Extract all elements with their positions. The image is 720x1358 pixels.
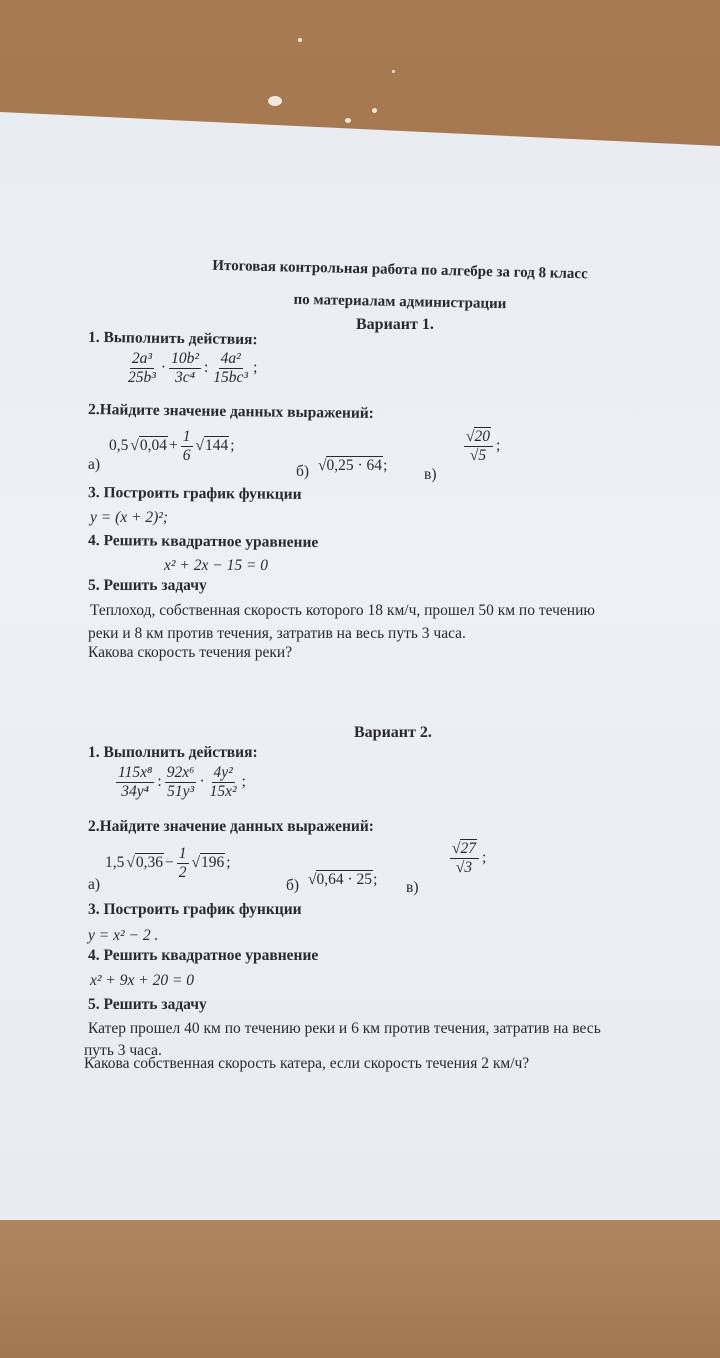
v1-a-sqrt1: 0,04 bbox=[139, 436, 168, 454]
v2-frac2-num: 92x⁶ bbox=[166, 764, 195, 781]
v2-frac3-num: 4y² bbox=[213, 764, 233, 781]
v1-task5-line1: Теплоход, собственная скорость которого 18 км/ч, прошел 50 км по течению bbox=[90, 602, 595, 619]
v1-task3-expression: y = (x + 2)²; bbox=[90, 509, 169, 526]
v2-task2-c-expression: $\frac{√27}{√3}$ ; bbox=[452, 840, 487, 876]
v1-task2-b-expression: √0,25 · 64; bbox=[318, 457, 388, 474]
v1-task1-label: 1. Выполнить действия: bbox=[87, 328, 258, 349]
v1-a-sqrt2: 144 bbox=[205, 436, 229, 454]
v1-task1-expression bbox=[124, 350, 258, 387]
v1-a-frac-num: 1 bbox=[182, 428, 191, 445]
v2-c-den: 3 bbox=[464, 858, 473, 876]
v1-task2-label: 2.Найдите значение данных выражений: bbox=[87, 401, 375, 422]
v1-frac1-num: 2a³ bbox=[131, 350, 153, 367]
v1-frac3-den: 15bc³ bbox=[213, 368, 249, 386]
v2-task2-label: 2.Найдите значение данных выражений: bbox=[88, 818, 374, 835]
v2-frac1-den: 34y⁴ bbox=[121, 782, 150, 800]
v1-task2-a-label: а) bbox=[88, 456, 101, 473]
v2-task3-label: 3. Построить график функции bbox=[88, 901, 302, 918]
v1-frac3-num: 4a² bbox=[220, 350, 241, 367]
v2-a-op: − bbox=[165, 854, 174, 872]
v1-c-den: 5 bbox=[478, 446, 487, 464]
v1-b-end: ; bbox=[383, 457, 388, 474]
v2-op2: · bbox=[199, 773, 205, 791]
v1-task1-end: ; bbox=[253, 359, 258, 377]
v1-op1: · bbox=[160, 359, 167, 377]
v2-task5-line1: Катер прошел 40 км по течению реки и 6 км против течения, затратив на весь bbox=[88, 1020, 601, 1037]
v1-task2-a-expression: 0,5 √0,04 + $\frac{1}{6}$ √144 ; bbox=[109, 428, 235, 464]
v1-a-op: + bbox=[169, 437, 178, 455]
v1-a-end: ; bbox=[230, 437, 235, 455]
v1-c-num: 20 bbox=[474, 428, 491, 445]
v2-task1-label: 1. Выполнить действия: bbox=[88, 744, 258, 761]
variant1-title: Вариант 1. bbox=[356, 316, 434, 333]
v1-op2: : bbox=[203, 359, 209, 377]
v1-task5-line3: Какова скорость течения реки? bbox=[88, 644, 293, 661]
v1-b-sqrt: 0,25 · 64 bbox=[326, 457, 383, 474]
v2-task4-expression: x² + 9x + 20 = 0 bbox=[90, 972, 195, 989]
v1-task3-label: 3. Построить график функции bbox=[87, 484, 302, 503]
v2-c-num: 27 bbox=[460, 840, 477, 857]
v2-a-coef: 1,5 bbox=[105, 854, 125, 872]
v2-task5-label: 5. Решить задачу bbox=[88, 996, 207, 1013]
v2-a-sqrt1: 0,36 bbox=[135, 853, 164, 871]
v2-task2-b-label: б) bbox=[286, 877, 300, 894]
v2-task2-b-expression: √0,64 · 25; bbox=[308, 871, 378, 888]
v2-task5-line3: Какова собственная скорость катера, если скорость течения 2 км/ч? bbox=[84, 1055, 530, 1072]
v2-task2-c-label: в) bbox=[406, 879, 419, 896]
v1-task2-c-expression: $\frac{√20}{√5}$ ; bbox=[466, 428, 501, 464]
document-title-line1: Итоговая контрольная работа по алгебре за год 8 класс bbox=[212, 257, 588, 283]
document-title-line2: по материалам администрации bbox=[293, 291, 507, 313]
v1-task2-b-label: б) bbox=[296, 463, 310, 480]
v2-frac3-den: 15x² bbox=[209, 782, 237, 800]
v1-task2-c-label: в) bbox=[424, 466, 437, 483]
v2-b-sqrt: 0,64 · 25 bbox=[316, 871, 373, 888]
v1-frac2-den: 3c⁴ bbox=[175, 368, 196, 386]
v1-a-coef: 0,5 bbox=[109, 437, 129, 455]
v2-frac2-den: 51y³ bbox=[167, 782, 195, 800]
v2-a-sqrt2: 196 bbox=[201, 853, 225, 871]
v2-op1: : bbox=[157, 773, 162, 791]
v2-task3-expression: y = x² − 2 . bbox=[88, 927, 159, 944]
v1-frac1-den: 25b³ bbox=[128, 368, 156, 386]
v1-a-frac-den: 6 bbox=[182, 446, 191, 464]
v2-frac1-num: 115x⁸ bbox=[118, 764, 153, 781]
v1-task4-expression: x² + 2x − 15 = 0 bbox=[164, 557, 269, 574]
v1-c-end: ; bbox=[496, 437, 501, 455]
v2-c-end: ; bbox=[482, 849, 487, 867]
v2-b-end: ; bbox=[373, 871, 378, 888]
variant2-title: Вариант 2. bbox=[354, 724, 432, 741]
v2-a-end: ; bbox=[226, 854, 231, 872]
desk-surface-bottom bbox=[0, 1215, 720, 1358]
v1-task5-label: 5. Решить задачу bbox=[88, 577, 207, 594]
v2-task2-a-label: а) bbox=[88, 876, 101, 893]
v2-task4-label: 4. Решить квадратное уравнение bbox=[88, 947, 319, 964]
v2-a-frac-num: 1 bbox=[178, 845, 187, 862]
v2-task1-end: ; bbox=[241, 773, 246, 791]
v1-task4-label: 4. Решить квадратное уравнение bbox=[87, 531, 319, 552]
v2-task5-line2: путь 3 часа. bbox=[84, 1042, 162, 1059]
v1-frac2-num: 10b² bbox=[171, 350, 199, 367]
v2-a-frac-den: 2 bbox=[178, 863, 187, 881]
v1-task5-line2: реки и 8 км против течения, затратив на весь путь 3 часа. bbox=[88, 625, 466, 642]
v2-task1-expression bbox=[114, 764, 247, 801]
v2-task2-a-expression: 1,5 √0,36 − $\frac{1}{2}$ √196 ; bbox=[105, 845, 231, 881]
